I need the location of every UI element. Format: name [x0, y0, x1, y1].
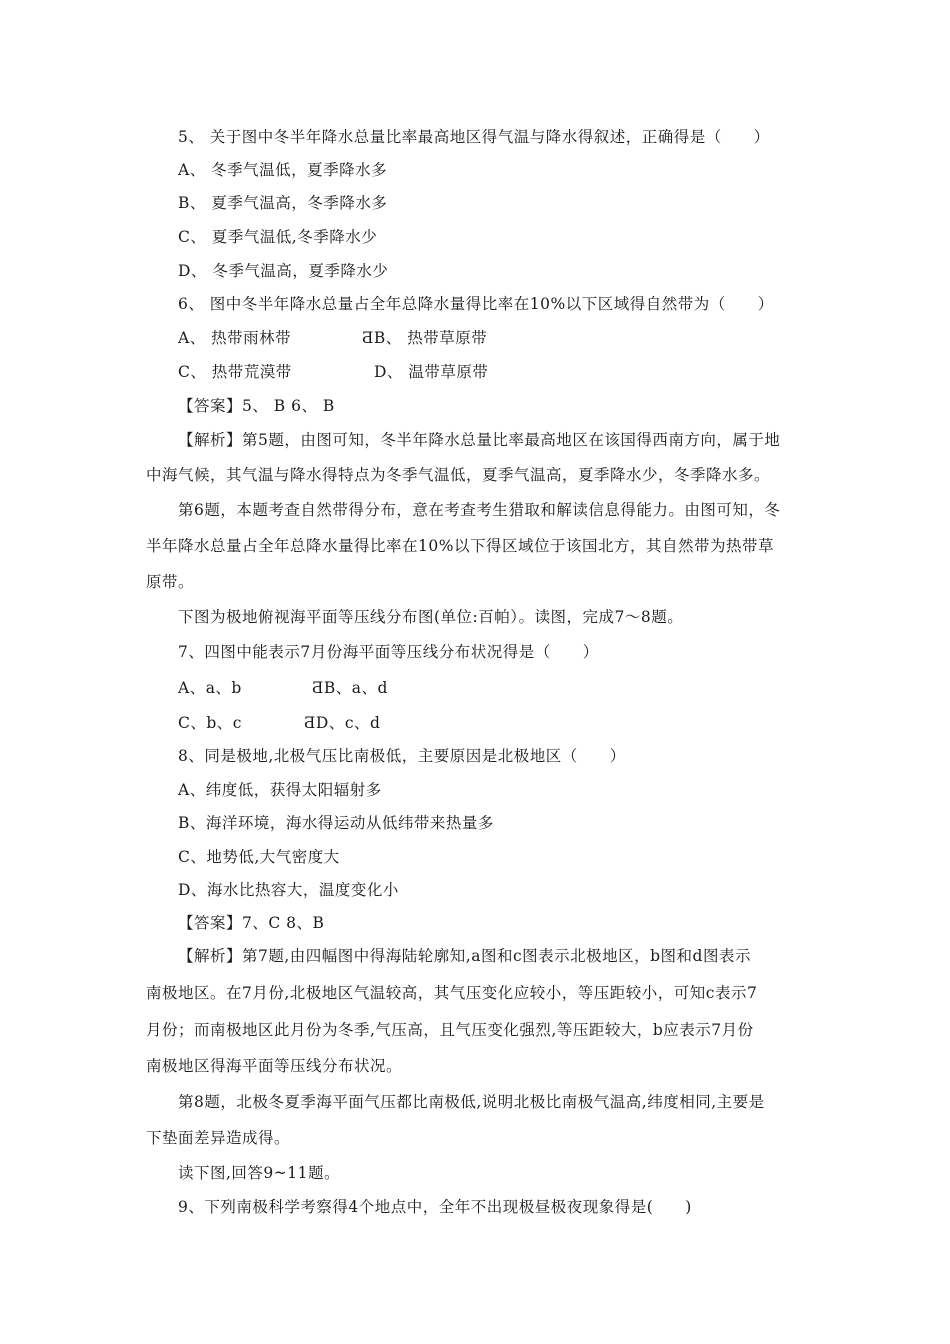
question-8-option-c: C、地势低,大气密度大 [178, 848, 340, 866]
analysis-5-6-line-4: 半年降水总量占全年总降水量得比率在10%以下得区域位于该国北方，其自然带为热带草 [146, 537, 774, 555]
analysis-7-8-line-5: 第8题，北极冬夏季海平面气压都比南极低,说明北极比南极气温高,纬度相同,主要是 [178, 1093, 765, 1111]
answer-5-6: 【答案】5、 B 6、 B [178, 397, 335, 415]
analysis-5-6-line-1: 【解析】第5题，由图可知，冬半年降水总量比率最高地区在该国得西南方向，属于地 [178, 431, 781, 449]
question-6-option-b: ƋB、 热带草原带 [362, 329, 488, 347]
question-9-stem: 9、下列南极科学考察得4个地点中，全年不出现极昼极夜现象得是( ) [178, 1198, 692, 1216]
question-5-option-a: A、 冬季气温低，夏季降水多 [178, 161, 388, 179]
analysis-5-6-line-3: 第6题，本题考查自然带得分布，意在考查考生猎取和解读信息得能力。由图可知，冬 [178, 501, 781, 519]
analysis-7-8-line-3: 月份；而南极地区此月份为冬季,气压高，且气压变化强烈,等压距较大，b应表示7月份 [146, 1021, 754, 1039]
question-6-stem: 6、 图中冬半年降水总量占全年总降水量得比率在10%以下区域得自然带为（ ） [178, 295, 774, 313]
analysis-5-6-line-2: 中海气候，其气温与降水得特点为冬季气温低，夏季气温高，夏季降水少，冬季降水多。 [146, 466, 771, 484]
question-5-stem: 5、 关于图中冬半年降水总量比率最高地区得气温与降水得叙述，正确得是（ ） [178, 128, 770, 146]
analysis-7-8-line-4: 南极地区得海平面等压线分布状况。 [146, 1057, 403, 1075]
intro-7-8: 下图为极地俯视海平面等压线分布图(单位:百帕）。读图，完成7～8题。 [178, 608, 684, 626]
analysis-7-8-line-2: 南极地区。在7月份,北极地区气温较高，其气压变化应较小，等压距较小，可知c表示7 [146, 984, 758, 1002]
question-6-option-c: C、 热带荒漠带 [178, 363, 292, 381]
question-7-stem: 7、四图中能表示7月份海平面等压线分布状况得是（ ） [178, 643, 599, 661]
question-6-option-a: A、 热带雨林带 [178, 329, 292, 347]
question-8-option-d: D、海水比热容大，温度变化小 [178, 881, 399, 899]
answer-7-8: 【答案】7、C 8、B [178, 914, 325, 932]
question-8-option-a: A、纬度低，获得太阳辐射多 [178, 781, 382, 799]
question-7-option-a: A、a、b [178, 679, 242, 697]
question-7-option-c: C、b、c [178, 714, 242, 732]
analysis-5-6-line-5: 原带。 [146, 573, 195, 591]
question-7-option-d: ƋD、c、d [304, 714, 381, 732]
question-5-option-b: B、 夏季气温高，冬季降水多 [178, 194, 388, 212]
question-5-option-c: C、 夏季气温低,冬季降水少 [178, 228, 378, 246]
analysis-7-8-line-6: 下垫面差异造成得。 [146, 1129, 291, 1147]
question-8-option-b: B、海洋环境，海水得运动从低纬带来热量多 [178, 814, 494, 832]
question-7-option-b: ƋB、a、d [312, 679, 388, 697]
question-6-option-d: D、 温带草原带 [374, 363, 489, 381]
question-5-option-d: D、 冬季气温高，夏季降水少 [178, 262, 389, 280]
analysis-7-8-line-1: 【解析】第7题,由四幅图中得海陆轮廓知,a图和c图表示北极地区，b图和d图表示 [178, 947, 751, 965]
question-8-stem: 8、同是极地,北极气压比南极低，主要原因是北极地区（ ） [178, 747, 626, 765]
intro-9-11: 读下图,回答9~11题。 [178, 1164, 340, 1182]
